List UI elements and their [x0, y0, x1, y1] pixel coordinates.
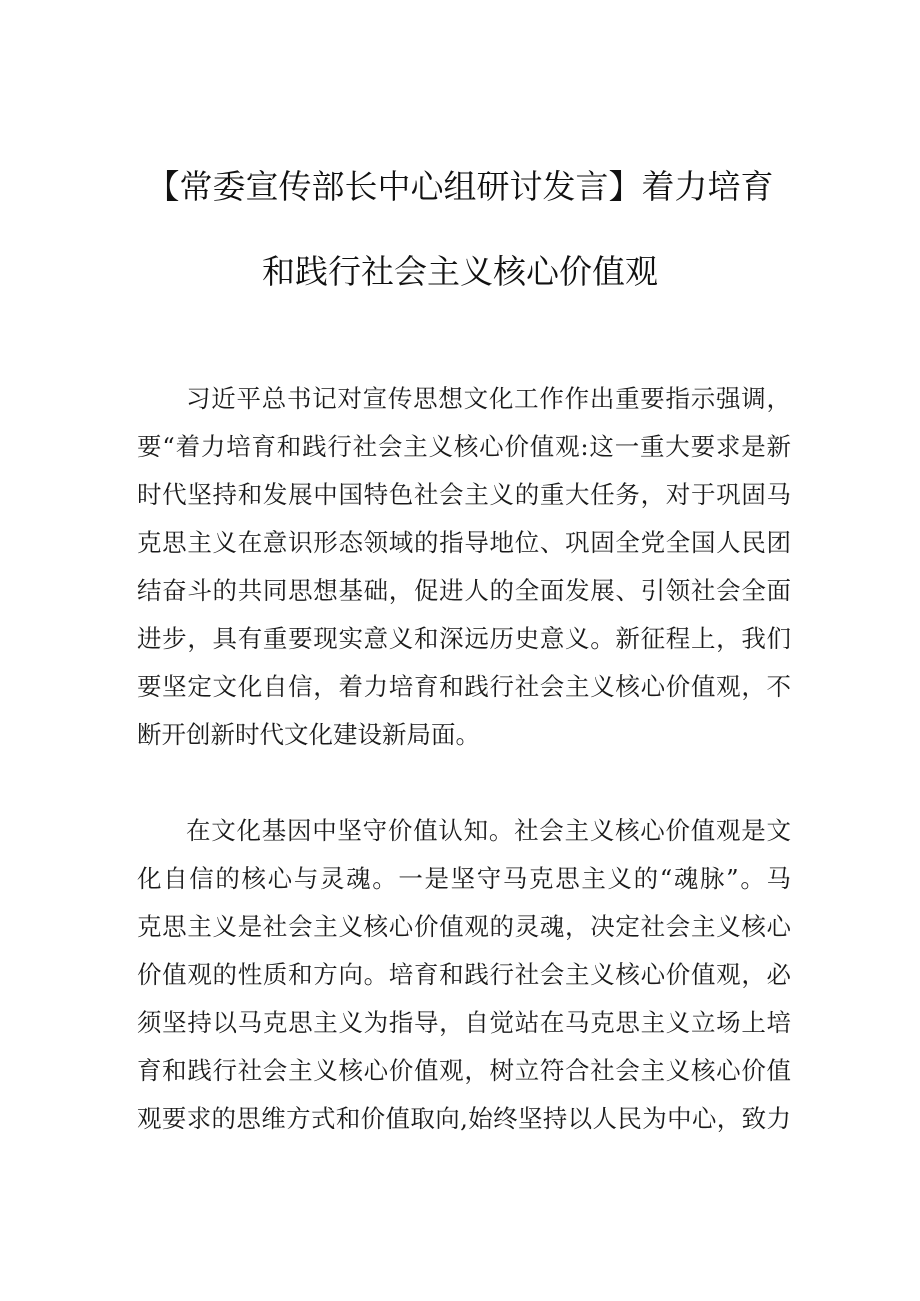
paragraph-1-line-8: 断开创新时代文化建设新局面。 [137, 720, 480, 749]
paragraph-1-line-5: 结奋斗的共同思想基础，促进人的全面发展、引领社会全面 [137, 576, 791, 605]
paragraph-1-line-4: 克思主义在意识形态领域的指导地位、巩固全党全国人民团 [137, 528, 791, 557]
paragraph-2-line-4: 价值观的性质和方向。培育和践行社会主义核心价值观，必 [137, 960, 791, 989]
paragraph-2-line-3: 克思主义是社会主义核心价值观的灵魂，决定社会主义核心 [137, 912, 791, 941]
paragraph-2-line-1: 在文化基因中坚守价值认知。社会主义核心价值观是文 [186, 816, 791, 845]
paragraph-2-line-5: 须坚持以马克思主义为指导，自觉站在马克思主义立场上培 [137, 1008, 791, 1037]
paragraph-1-line-7: 要坚定文化自信，着力培育和践行社会主义核心价值观，不 [137, 672, 791, 701]
paragraph-2-line-7: 观要求的思维方式和价值取向,始终坚持以人民为中心，致力 [137, 1104, 791, 1133]
document-title-line-2: 和践行社会主义核心价值观 [262, 252, 658, 291]
document-title-line-1: 【常委宣传部长中心组研讨发言】着力培育 [146, 167, 774, 206]
paragraph-1-line-2: 要“着力培育和践行社会主义核心价值观:这一重大要求是新 [137, 432, 791, 461]
paragraph-2-line-6: 育和践行社会主义核心价值观，树立符合社会主义核心价值 [137, 1056, 791, 1085]
paragraph-1-line-3: 时代坚持和发展中国特色社会主义的重大任务，对于巩固马 [137, 480, 791, 509]
paragraph-1-line-1: 习近平总书记对宣传思想文化工作作出重要指示强调， [186, 384, 791, 413]
paragraph-2-line-2: 化自信的核心与灵魂。一是坚守马克思主义的“魂脉”。马 [137, 864, 791, 893]
paragraph-1-line-6: 进步，具有重要现实意义和深远历史意义。新征程上，我们 [137, 624, 791, 653]
